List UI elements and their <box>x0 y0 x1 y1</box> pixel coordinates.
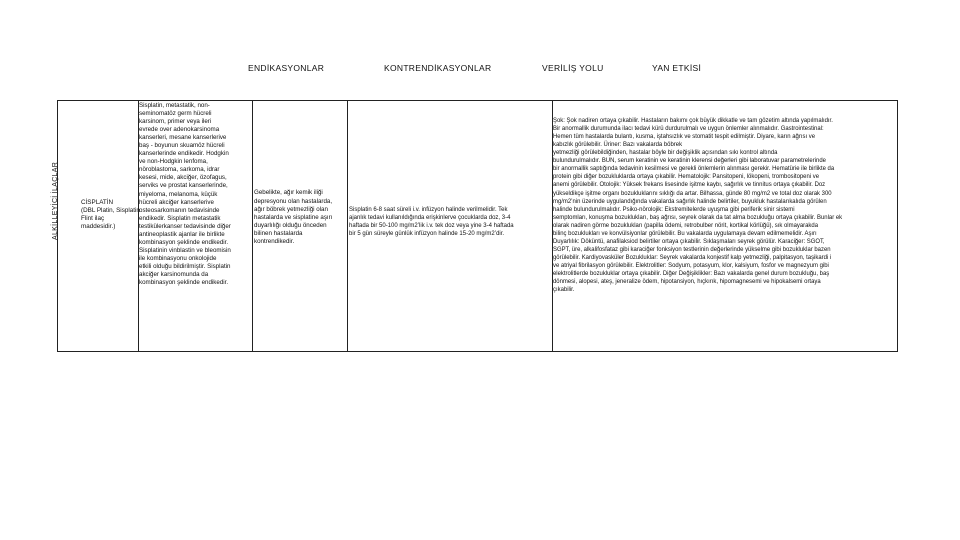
header-verilis-yolu: VERİLİŞ YOLU <box>542 63 604 73</box>
cell-drug-name: CİSPLATİN (DBL Platin, Sisplatin Flint ilaç maddesidir.) <box>81 198 140 230</box>
column-divider <box>347 100 348 352</box>
cell-contraindications: Gebelikte, ağır kemik iliği depresyonu olan hastalarda, ağır böbrek yetmezliği olan hastalarda ve sisplatine aşırı duyarlılığı olduğu önceden bilinen hastalarda kontrendikedir. <box>254 189 333 245</box>
header-kontrendikasyonlar: KONTRENDİKASYONLAR <box>384 63 492 73</box>
header-endikasyonlar: ENDİKASYONLAR <box>248 63 325 73</box>
row-label: ALKİLLEYİCİ İLAÇLAR <box>52 161 59 240</box>
header-yan-etkisi: YAN ETKİSİ <box>652 63 702 73</box>
cell-indications: Sisplatin, metastatik, non- seminomatöz germ hücreli karsinom, primer veya ileri evrede over adenokarsinoma kanserleri, mesane kanserlerive baş - boyunun skuamöz hücreli kanserlerinde endikedir. Hodgkin ve non-Hodgkin lenfoma, nöroblastoma, sarkoma, idrar kesesi, mide, akciğer, özofagus, serviks ve prostat kanserlerinde, miyeloma, melanoma, küçük hücreli akciğer kanserlerive osteosarkomanın tedavisinde endikedir. Sisplatin metastatik testikülerkanser tedavisinde diğer antineoplastik ajanlar ile birlikte kombinasyon şeklinde endikedir. Sisplatinin vinblastin ve bleomisin ile kombinasyonu onkolojide etkili olduğu bildirilmiştir. Sisplatin akciğer karsinomunda da kombinasyon şeklinde endikedir. <box>139 102 231 287</box>
cell-side-effects: Şok: Şok nadiren ortaya çıkabilir. Hastaların bakımı çok büyük dikkatle ve tam gözetim altında yapılmalıdır. Bir anormallik durumunda ilacı tedavi kürü durdurulmalı ve uygun önlemler alınmalıdır. Gastrointestinal: Hemen tüm hastalarda bulantı, kusma, iştahsızlık ve stomatit tespit edilmiştir. Diyare, karın ağrısı ve kabızlık görülebilir. Üriner: Bazı vakalarda böbrek yetmezliği görülebildiğinden, hastalar böyle bir değişiklik açısından sıkı kontrol altında bulundurulmalıdır. BUN, serum keratinin ve keratinin klerensi değerleri gibi laboratuvar parametrelerinde bir anormallik saptığında tedavinin kesilmesi ve gerekli önlemlerin alınması gerekir. Hematürie ile birlikte da protein gibi diğer bozukluklarda ortaya çıkabilir. Hematolojik: Pansitopeni, lökopeni, trombositopeni ve anemi görülebilir. Otolojik: Yüksek frekans lisesinde işitme kaybı, sağırlık ve tinnitus ortaya çıkabilir. Doz yükseldikçe işitme organı bozukluklarını sıklığı da artar. Bilhassa, günde 80 mg/m2 ve total doz olarak 300 mg/m2’nin üzerinde uygulandığında vakalarda sağırlık halinde belirtiler, buyukluk hastalarıkalıda görülen halinde bulundurulmalıdır. Psiko-nörolojik: Ekstremitelerde uyuşma gibi periferik sinir sistemi semptomları, konuşma bozuklukları, baş ağrısı, seyrek olarak da tat alma bozukluğu ortaya çıkabilir. Bunlar ek olarak nadiren görme bozuklukları (papilla ödemi, retrobulber nörit, kortikal körlüğü), sık olmayarakda bilinç bozuklukları ve konvülsiyonlar görülebilir. Bu vakalarda uygulamaya devam edilmemelidir. Aşırı Duyarlılık: Döküntü, anafilaksiod belirtiler ortaya çıkabilir. Sıklaşmaları seyrek görülür. Karaciğer: SGOT, SGPT, üre, alkalifosfataz gibi karaciğer fonksiyon testlerinin değerlerinde yükselme gibi bozukluklar bazen görülebilir. Kardiyovasküler Bozukluklar: Seyrek vakalarda konjestif kalp yetmezliği, palpitasyon, taşikardi i ve atriyal fibrilasyon görülebilir. Elektrolitler: Sodyum, potasyum, klor, kalsiyum, fosfor ve magnezyum gibi elektrolitlerde bozukluklar ortaya çıkabilir. Diğer Değişiklikler: Bazı vakalarda genel durum bozukluğu, baş dönmesi, alopesi, ateş, jeneralize ödem, hipotansiyon, hıçkırık, hipomagnesemi ve hipokalsemi ortaya çıkabilir. <box>553 118 843 294</box>
column-divider <box>252 100 253 352</box>
cell-route: Sisplatin 6-8 saat süreli i.v. infüzyon halinde verilmelidir. Tek ajanlık tedavi kullanıldığında erişkinlerve çocuklarda doz, 3-4 haftada bir 50-100 mg/m2’lik i.v. tek doz veya yine 3-4 haftada bir 5 gün süreyle günlük infüzyon halinde 15-20 mg/m2’dir. <box>349 206 514 237</box>
